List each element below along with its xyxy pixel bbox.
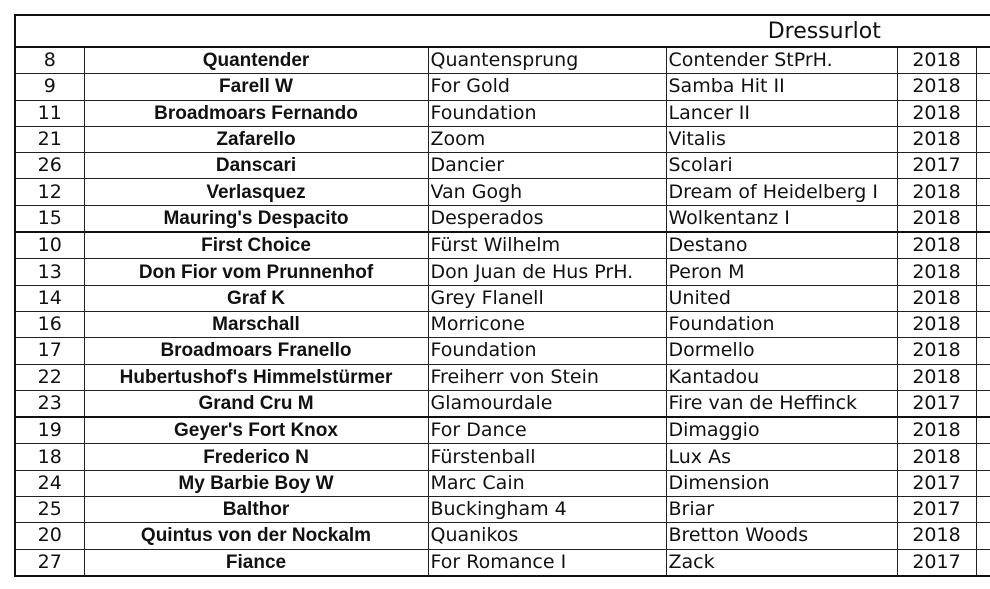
lot-number: 23 bbox=[15, 390, 84, 417]
empty-cell bbox=[976, 205, 990, 232]
dam-sire-name: Kantadou bbox=[666, 364, 897, 390]
dam-sire-name: Bretton Woods bbox=[666, 523, 897, 549]
horse-name: Zafarello bbox=[84, 126, 428, 152]
lot-number: 11 bbox=[15, 100, 84, 126]
table-row bbox=[15, 549, 990, 576]
sire-name: Marc Cain bbox=[428, 470, 666, 496]
sire-name: Grey Flanell bbox=[428, 285, 666, 311]
table-row bbox=[15, 285, 990, 311]
lot-number: 9 bbox=[15, 74, 84, 100]
lot-number: 15 bbox=[15, 205, 84, 232]
empty-cell bbox=[976, 74, 990, 100]
horse-name: Grand Cru M bbox=[84, 390, 428, 417]
dam-sire-name: Wolkentanz I bbox=[666, 205, 897, 232]
empty-cell bbox=[976, 153, 990, 179]
table-row bbox=[15, 179, 990, 205]
birth-year: 2018 bbox=[897, 259, 976, 285]
lot-number: 25 bbox=[15, 497, 84, 523]
birth-year: 2017 bbox=[897, 497, 976, 523]
horse-name: Verlasquez bbox=[84, 179, 428, 205]
table-row bbox=[15, 338, 990, 364]
dam-sire-name: Zack bbox=[666, 549, 897, 576]
empty-cell bbox=[976, 364, 990, 390]
table-row bbox=[15, 205, 990, 232]
dam-sire-name: Briar bbox=[666, 497, 897, 523]
lot-number: 27 bbox=[15, 549, 84, 576]
birth-year: 2018 bbox=[897, 338, 976, 364]
horse-name: Marschall bbox=[84, 311, 428, 337]
birth-year: 2018 bbox=[897, 179, 976, 205]
empty-cell bbox=[976, 444, 990, 470]
birth-year: 2018 bbox=[897, 444, 976, 470]
table-row bbox=[15, 311, 990, 337]
table-row bbox=[15, 497, 990, 523]
empty-cell bbox=[976, 497, 990, 523]
horse-name: First Choice bbox=[84, 232, 428, 259]
dam-sire-name: Lancer II bbox=[666, 100, 897, 126]
table-row bbox=[15, 470, 990, 496]
horse-name: Mauring's Despacito bbox=[84, 205, 428, 232]
birth-year: 2018 bbox=[897, 311, 976, 337]
lot-number: 24 bbox=[15, 470, 84, 496]
horse-name: Farell W bbox=[84, 74, 428, 100]
lot-number: 26 bbox=[15, 153, 84, 179]
lot-number: 12 bbox=[15, 179, 84, 205]
empty-cell bbox=[976, 259, 990, 285]
table-title: Dressurlot bbox=[767, 18, 881, 44]
sire-name: Don Juan de Hus PrH. bbox=[428, 259, 666, 285]
sire-name: For Gold bbox=[428, 74, 666, 100]
birth-year: 2017 bbox=[897, 549, 976, 576]
table-row bbox=[15, 153, 990, 179]
horse-name: Geyer's Fort Knox bbox=[84, 417, 428, 444]
birth-year: 2018 bbox=[897, 74, 976, 100]
horse-name: Frederico N bbox=[84, 444, 428, 470]
empty-cell bbox=[976, 523, 990, 549]
horse-name: Graf K bbox=[84, 285, 428, 311]
birth-year: 2017 bbox=[897, 153, 976, 179]
birth-year: 2018 bbox=[897, 364, 976, 390]
lot-number: 14 bbox=[15, 285, 84, 311]
horse-name: Broadmoars Franello bbox=[84, 338, 428, 364]
sire-name: Foundation bbox=[428, 100, 666, 126]
sire-name: Foundation bbox=[428, 338, 666, 364]
sire-name: Freiherr von Stein bbox=[428, 364, 666, 390]
table-row bbox=[15, 47, 990, 74]
sire-name: Quantensprung bbox=[428, 47, 666, 74]
table-title-row bbox=[15, 15, 990, 47]
horse-name: My Barbie Boy W bbox=[84, 470, 428, 496]
birth-year: 2018 bbox=[897, 523, 976, 549]
lot-number: 21 bbox=[15, 126, 84, 152]
dam-sire-name: United bbox=[666, 285, 897, 311]
birth-year: 2018 bbox=[897, 47, 976, 74]
lot-number: 8 bbox=[15, 47, 84, 74]
lot-number: 16 bbox=[15, 311, 84, 337]
horse-name: Balthor bbox=[84, 497, 428, 523]
dam-sire-name: Peron M bbox=[666, 259, 897, 285]
empty-cell bbox=[976, 100, 990, 126]
table-row bbox=[15, 364, 990, 390]
empty-cell bbox=[976, 47, 990, 74]
sire-name: Van Gogh bbox=[428, 179, 666, 205]
birth-year: 2018 bbox=[897, 232, 976, 259]
table-row bbox=[15, 259, 990, 285]
sire-name: Buckingham 4 bbox=[428, 497, 666, 523]
sire-name: For Dance bbox=[428, 417, 666, 444]
table-row bbox=[15, 417, 990, 444]
lot-number: 19 bbox=[15, 417, 84, 444]
lot-sheet bbox=[14, 14, 990, 577]
birth-year: 2017 bbox=[897, 390, 976, 417]
empty-cell bbox=[976, 179, 990, 205]
birth-year: 2018 bbox=[897, 205, 976, 232]
dam-sire-name: Dimension bbox=[666, 470, 897, 496]
horse-name: Broadmoars Fernando bbox=[84, 100, 428, 126]
birth-year: 2018 bbox=[897, 285, 976, 311]
horse-name: Fiance bbox=[84, 549, 428, 576]
lot-number: 17 bbox=[15, 338, 84, 364]
dam-sire-name: Destano bbox=[666, 232, 897, 259]
empty-cell bbox=[976, 232, 990, 259]
lot-number: 20 bbox=[15, 523, 84, 549]
horse-name: Don Fior vom Prunnenhof bbox=[84, 259, 428, 285]
horse-name: Quantender bbox=[84, 47, 428, 74]
sire-name: Glamourdale bbox=[428, 390, 666, 417]
sire-name: Fürstenball bbox=[428, 444, 666, 470]
table-row bbox=[15, 523, 990, 549]
dam-sire-name: Lux As bbox=[666, 444, 897, 470]
table-row bbox=[15, 232, 990, 259]
horse-name: Danscari bbox=[84, 153, 428, 179]
table-row bbox=[15, 444, 990, 470]
lot-number: 22 bbox=[15, 364, 84, 390]
empty-cell bbox=[976, 126, 990, 152]
birth-year: 2018 bbox=[897, 100, 976, 126]
sire-name: Morricone bbox=[428, 311, 666, 337]
sire-name: For Romance I bbox=[428, 549, 666, 576]
sire-name: Quanikos bbox=[428, 523, 666, 549]
horse-name: Quintus von der Nockalm bbox=[84, 523, 428, 549]
table-row bbox=[15, 390, 990, 417]
table-title-cell bbox=[15, 15, 990, 47]
dam-sire-name: Foundation bbox=[666, 311, 897, 337]
birth-year: 2018 bbox=[897, 417, 976, 444]
table-row bbox=[15, 126, 990, 152]
lot-number: 13 bbox=[15, 259, 84, 285]
sire-name: Zoom bbox=[428, 126, 666, 152]
dressurlot-table bbox=[14, 14, 990, 577]
lot-number: 10 bbox=[15, 232, 84, 259]
empty-cell bbox=[976, 311, 990, 337]
empty-cell bbox=[976, 390, 990, 417]
dam-sire-name: Dormello bbox=[666, 338, 897, 364]
empty-cell bbox=[976, 417, 990, 444]
table-row bbox=[15, 100, 990, 126]
horse-name: Hubertushof's Himmelstürmer bbox=[84, 364, 428, 390]
dam-sire-name: Fire van de Heffinck bbox=[666, 390, 897, 417]
dam-sire-name: Scolari bbox=[666, 153, 897, 179]
empty-cell bbox=[976, 549, 990, 576]
dam-sire-name: Vitalis bbox=[666, 126, 897, 152]
empty-cell bbox=[976, 338, 990, 364]
dam-sire-name: Contender StPrH. bbox=[666, 47, 897, 74]
lot-number: 18 bbox=[15, 444, 84, 470]
empty-cell bbox=[976, 285, 990, 311]
birth-year: 2017 bbox=[897, 470, 976, 496]
sire-name: Dancier bbox=[428, 153, 666, 179]
table-row bbox=[15, 74, 990, 100]
dam-sire-name: Dream of Heidelberg I bbox=[666, 179, 897, 205]
dam-sire-name: Samba Hit II bbox=[666, 74, 897, 100]
empty-cell bbox=[976, 470, 990, 496]
dam-sire-name: Dimaggio bbox=[666, 417, 897, 444]
birth-year: 2018 bbox=[897, 126, 976, 152]
sire-name: Desperados bbox=[428, 205, 666, 232]
sire-name: Fürst Wilhelm bbox=[428, 232, 666, 259]
